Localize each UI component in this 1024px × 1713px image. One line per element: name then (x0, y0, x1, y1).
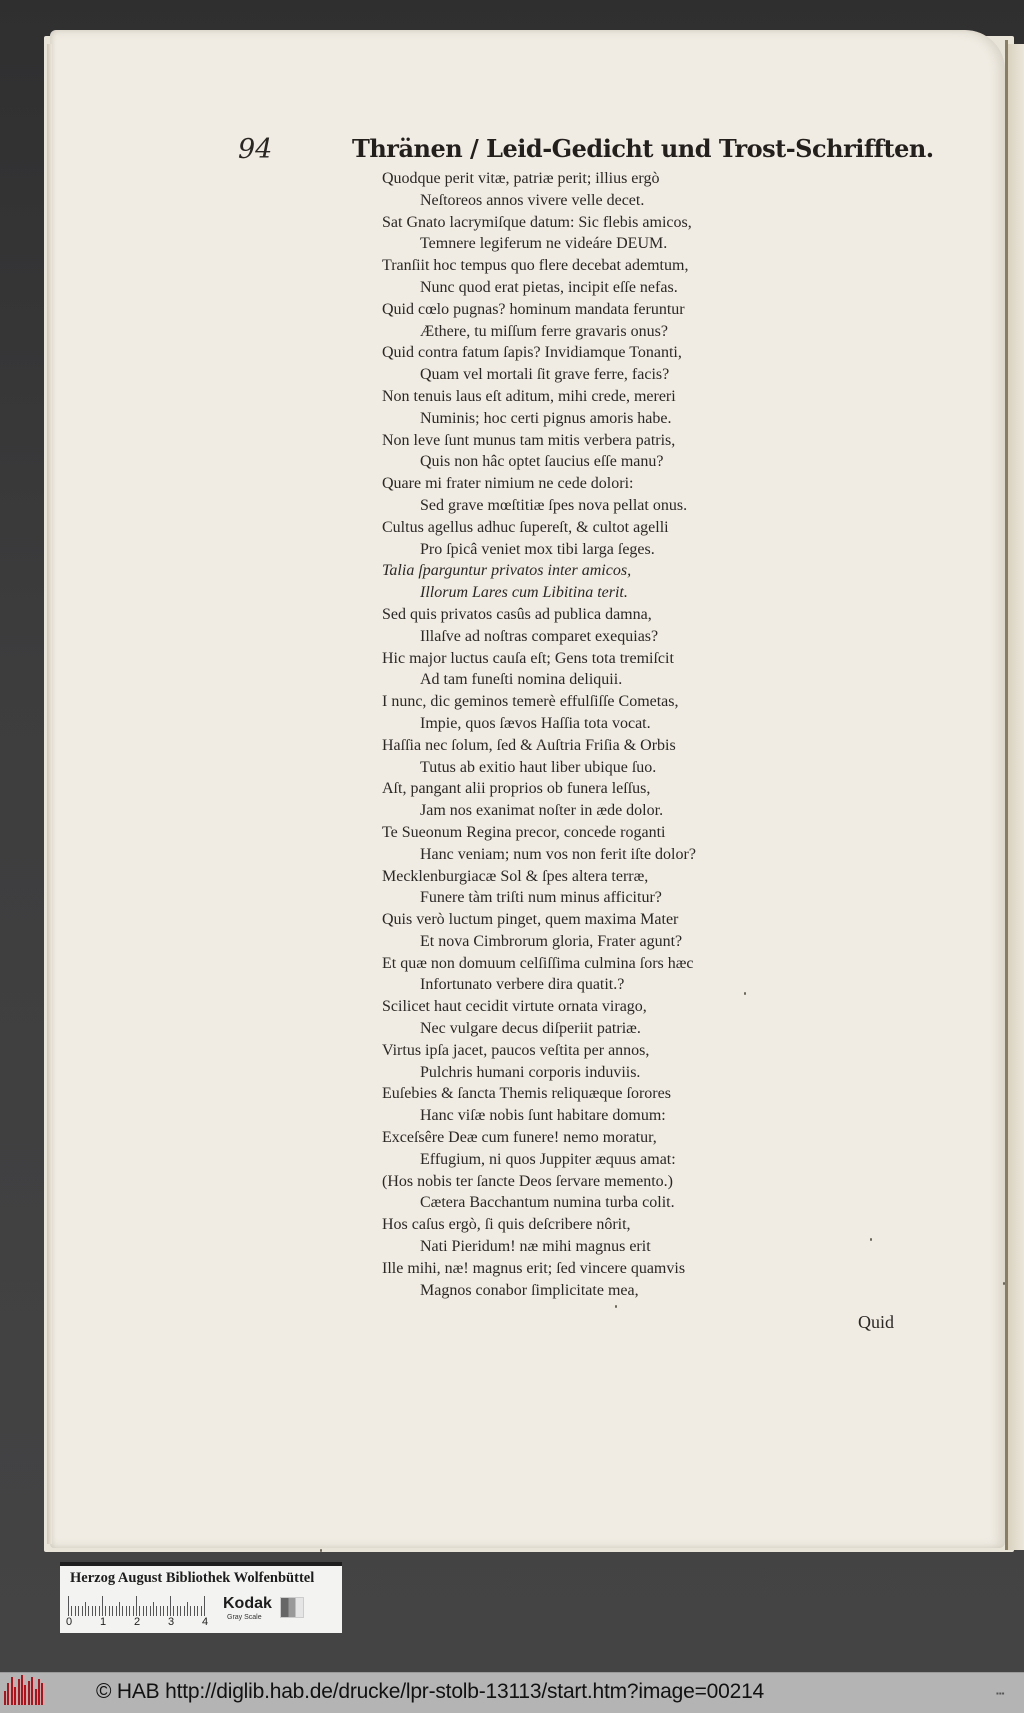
verse-line: Quid contra fatum ſapis? Invidiamque Tonanti, (382, 344, 682, 362)
ruler-tick (180, 1606, 181, 1616)
ruler-tick (105, 1606, 106, 1616)
ruler-tick (204, 1596, 205, 1616)
verse-line: Euſebies & ſancta Themis reliquæque ſorores (382, 1085, 671, 1103)
ruler-tick (160, 1606, 161, 1616)
verse-line: Temnere legiferum ne videáre DEUM. (420, 235, 668, 253)
verse-line: Sat Gnato lacrymiſque datum: Sic flebis amicos, (382, 213, 692, 231)
ruler-label: 0 (66, 1616, 73, 1628)
verse-line: Haſſia nec ſolum, ſed & Auſtria Friſia & Orbis (382, 736, 676, 754)
verse-line: Quis non hâc optet ſaucius eſſe manu? (420, 453, 664, 471)
verse-line: Numinis; hoc certi pignus amoris habe. (420, 409, 672, 427)
ruler-tick (190, 1606, 191, 1616)
verse-line: Aſt, pangant alii proprios ob funera leſſus, (382, 780, 651, 798)
verse-line: Magnos conabor ſimplicitate mea, (420, 1281, 639, 1299)
verse-line: Mecklenburgiacæ Sol & ſpes altera terræ, (382, 867, 649, 885)
grayscale-label: Gray Scale (227, 1614, 262, 1621)
verse-line: Infortunato verbere dira quatit.? (420, 976, 625, 994)
page-fore-edge (47, 44, 52, 1544)
verse-line: Neſtoreos annos vivere velle decet. (420, 191, 645, 209)
ruler-tick (82, 1606, 83, 1616)
verse-line: Quis verò luctum pinget, quem maxima Mater (382, 911, 679, 929)
verse-line: Effugium, ni quos Juppiter æquus amat: (420, 1150, 676, 1168)
verse-line: Et nova Cimbrorum gloria, Frater agunt? (420, 932, 683, 950)
verse-line: Non tenuis laus eſt aditum, mihi crede, mereri (382, 387, 676, 405)
gray-swatch-icon (280, 1597, 304, 1618)
ruler-tick (78, 1606, 79, 1616)
verse-line: (Hos nobis ter ſancte Deos ſervare memento.) (382, 1172, 674, 1190)
verse-line: Virtus ipſa jacet, paucos veſtita per annos, (382, 1041, 650, 1059)
ruler-tick (150, 1606, 151, 1616)
ruler-tick (122, 1606, 123, 1616)
ruler-tick (88, 1606, 89, 1616)
verse-line: Pro ſpicâ veniet mox tibi larga ſeges. (420, 540, 655, 558)
ruler-tick (75, 1606, 76, 1616)
ruler-tick (146, 1606, 147, 1616)
ruler-tick (170, 1596, 171, 1616)
ruler-label: 4 (202, 1616, 209, 1628)
ruler-tick (99, 1606, 100, 1616)
ruler-tick (167, 1606, 168, 1616)
verse-line: Sed quis privatos casûs ad publica damna, (382, 605, 652, 623)
running-head: Thränen / Leid-Gedicht und Trost-Schrifften. (352, 134, 934, 163)
ruler-tick (177, 1606, 178, 1616)
ruler-tick (184, 1606, 185, 1616)
color-calibration-card (60, 1562, 342, 1633)
verse-line: Nati Pieridum! næ mihi magnus erit (420, 1238, 651, 1256)
footer-bar (0, 1672, 1024, 1713)
verse-line: Æthere, tu miſſum ferre gravaris onus? (420, 322, 668, 340)
verse-line: Impie, quos ſævos Haſſia tota vocat. (420, 714, 651, 732)
verse-line: Tutus ab exitio haut liber ubique ſuo. (420, 758, 657, 776)
verse-line: Hanc veniam; num vos non ferit iſte dolor? (420, 845, 696, 863)
ruler-tick (173, 1606, 174, 1616)
verse-line: Talia ſparguntur privatos inter amicos, (382, 562, 632, 580)
ruler-tick (136, 1596, 137, 1616)
verse-line: Te Sueonum Regina precor, concede roganti (382, 823, 666, 841)
ruler-tick (68, 1596, 69, 1616)
verse-line: Cultus agellus adhuc ſupereſt, & cultot agelli (382, 518, 669, 536)
ruler-label: 1 (100, 1616, 107, 1628)
verse-line: Quare mi frater nimium ne cede dolori: (382, 475, 634, 493)
card-title: Herzog August Bibliothek Wolfenbüttel (70, 1570, 315, 1586)
verse-line: Scilicet haut cecidit virtute ornata virago, (382, 998, 647, 1016)
verse-line: Funere tàm triſti num minus afficitur? (420, 889, 662, 907)
page-number: 94 (238, 134, 273, 165)
verse-line: Non leve ſunt munus tam mitis verbera patris, (382, 431, 676, 449)
verse-line: Quodque perit vitæ, patriæ perit; illius ergò (382, 170, 660, 187)
ruler-tick (194, 1606, 195, 1616)
page-gutter (1005, 40, 1008, 1550)
ruler-tick (85, 1602, 86, 1616)
verse-line: Nunc quod erat pietas, incipit eſſe nefas. (420, 278, 678, 296)
ruler-tick (116, 1606, 117, 1616)
verse-line: Ad tam funeſti nomina deliquii. (420, 671, 623, 689)
verse-line: I nunc, dic geminos temerè effulſiſſe Cometas, (382, 693, 679, 711)
ruler-tick (163, 1606, 164, 1616)
ruler-tick (112, 1606, 113, 1616)
ruler-tick (133, 1606, 134, 1616)
ruler-labels (66, 1616, 216, 1630)
verse-line: Tranſiit hoc tempus quo flere decebat ademtum, (382, 257, 689, 275)
verse-line: Exceſsêre Deæ cum funere! nemo moratur, (382, 1129, 657, 1147)
ruler-tick (119, 1602, 120, 1616)
ruler-tick (201, 1606, 202, 1616)
verse-line: Pulchris humani corporis induviis. (420, 1063, 641, 1081)
footer-marker: ▪▪▪ (996, 1689, 1005, 1698)
ruler-tick (71, 1606, 72, 1616)
verse-line: Hic major luctus cauſa eſt; Gens tota tremiſcit (382, 649, 674, 667)
ruler-tick (95, 1606, 96, 1616)
verse-line: Nec vulgare decus diſperiit patriæ. (420, 1020, 641, 1038)
verse-line: Hos caſus ergò, ſi quis deſcribere nôrit, (382, 1216, 631, 1234)
ruler-label: 3 (168, 1616, 175, 1628)
verse-line: Jam nos exanimat noſter in æde dolor. (420, 802, 664, 820)
ruler-tick (187, 1602, 188, 1616)
ruler-tick (139, 1606, 140, 1616)
ruler-tick (92, 1606, 93, 1616)
verse-line: Ille mihi, næ! magnus erit; ſed vincere quamvis (382, 1259, 686, 1277)
verse-line: Hanc viſæ nobis ſunt habitare domum: (420, 1107, 666, 1125)
ruler-tick (102, 1596, 103, 1616)
catchword: Quid (858, 1312, 894, 1332)
ruler-label: 2 (134, 1616, 141, 1628)
verse-line: Illorum Lares cum Libitina terit. (420, 584, 628, 602)
verse-line: Quam vel mortali ſit grave ferre, facis? (420, 366, 670, 384)
verse-line: Cætera Bacchantum numina turba colit. (420, 1194, 675, 1212)
ruler-tick (126, 1606, 127, 1616)
kodak-brand: Kodak (223, 1595, 272, 1612)
ruler-tick (153, 1602, 154, 1616)
verse-line: Illaſve ad noſtras comparet exequias? (420, 627, 659, 645)
ruler-tick (109, 1606, 110, 1616)
hab-barcode-logo-icon (4, 1677, 48, 1709)
ruler-tick (129, 1606, 130, 1616)
verse-line: Sed grave mœſtitiæ ſpes nova pellat onus. (420, 496, 688, 514)
verse-block (382, 168, 802, 1301)
ruler-tick (156, 1606, 157, 1616)
footer-copyright-url[interactable]: © HAB http://diglib.hab.de/drucke/lpr-stolb-13113/start.htm?image=00214 (96, 1680, 765, 1703)
facing-page-edge (1008, 44, 1024, 1550)
verse-line: Et quæ non domuum celſiſſima culmina ſors hæc (382, 954, 694, 972)
ruler-scale (68, 1594, 208, 1616)
verse-line: Quid cœlo pugnas? hominum mandata feruntur (382, 300, 685, 318)
ruler-tick (143, 1606, 144, 1616)
ruler-tick (197, 1606, 198, 1616)
